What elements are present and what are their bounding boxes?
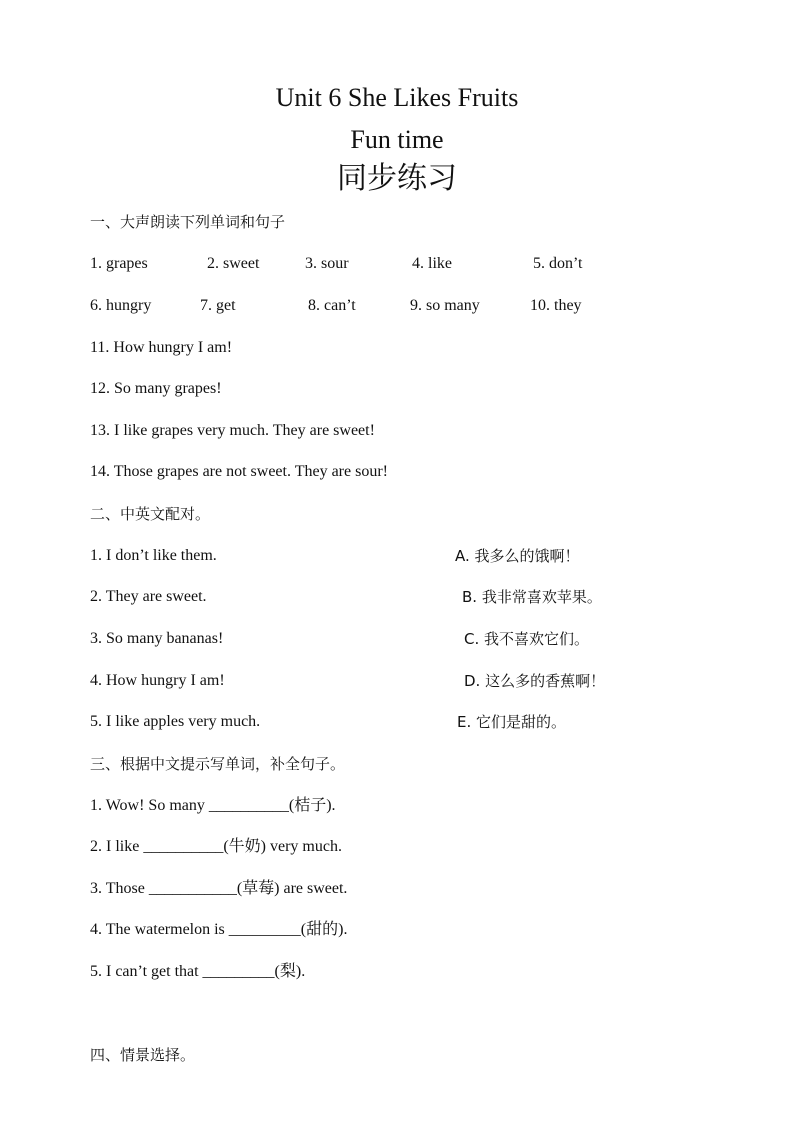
match-right-item: D. 这么多的香蕉啊！ <box>464 672 606 690</box>
word-item: 3. sour <box>305 255 349 272</box>
fill-blank-item: 3. Those ___________(草莓) are sweet. <box>90 880 348 897</box>
match-right-item: B. 我非常喜欢苹果。 <box>462 588 602 606</box>
sentence-item: 11. How hungry I am! <box>90 339 233 356</box>
word-item: 8. can’t <box>308 297 356 314</box>
match-left-item: 3. So many bananas! <box>90 630 224 647</box>
sentence-item: 12. So many grapes! <box>90 380 222 397</box>
page-heading-cn: 同步练习 <box>337 161 457 196</box>
fill-blank-item: 4. The watermelon is _________(甜的). <box>90 921 348 938</box>
word-item: 2. sweet <box>207 255 260 272</box>
fill-blank-item: 2. I like __________(牛奶) very much. <box>90 838 342 855</box>
page-subtitle: Fun time <box>350 125 444 154</box>
fill-blank-item: 5. I can’t get that _________(梨). <box>90 963 306 980</box>
word-item: 1. grapes <box>90 255 148 272</box>
word-item: 9. so many <box>410 297 480 314</box>
word-item: 5. don’t <box>533 255 583 272</box>
section-3-title: 三、根据中文提示写单词，补全句子。 <box>90 755 346 773</box>
match-left-item: 5. I like apples very much. <box>90 713 261 730</box>
section-4-title: 四、情景选择。 <box>90 1046 196 1064</box>
section-2-title: 二、中英文配对。 <box>90 505 211 523</box>
match-left-item: 1. I don’t like them. <box>90 547 217 564</box>
word-item: 10. they <box>530 297 582 314</box>
match-left-item: 2. They are sweet. <box>90 588 207 605</box>
sentence-item: 14. Those grapes are not sweet. They are sour! <box>90 463 388 480</box>
match-right-item: E. 它们是甜的。 <box>457 713 567 731</box>
match-right-item: A. 我多么的饿啊！ <box>455 547 580 565</box>
page-title: Unit 6 She Likes Fruits <box>275 83 519 112</box>
word-item: 6. hungry <box>90 297 152 314</box>
section-1-title: 一、大声朗读下列单词和句子 <box>90 213 286 231</box>
fill-blank-item: 1. Wow! So many __________(桔子). <box>90 797 336 814</box>
match-right-item: C. 我不喜欢它们。 <box>464 630 590 648</box>
word-item: 7. get <box>200 297 236 314</box>
word-item: 4. like <box>412 255 452 272</box>
match-left-item: 4. How hungry I am! <box>90 672 225 689</box>
sentence-item: 13. I like grapes very much. They are sweet! <box>90 422 375 439</box>
